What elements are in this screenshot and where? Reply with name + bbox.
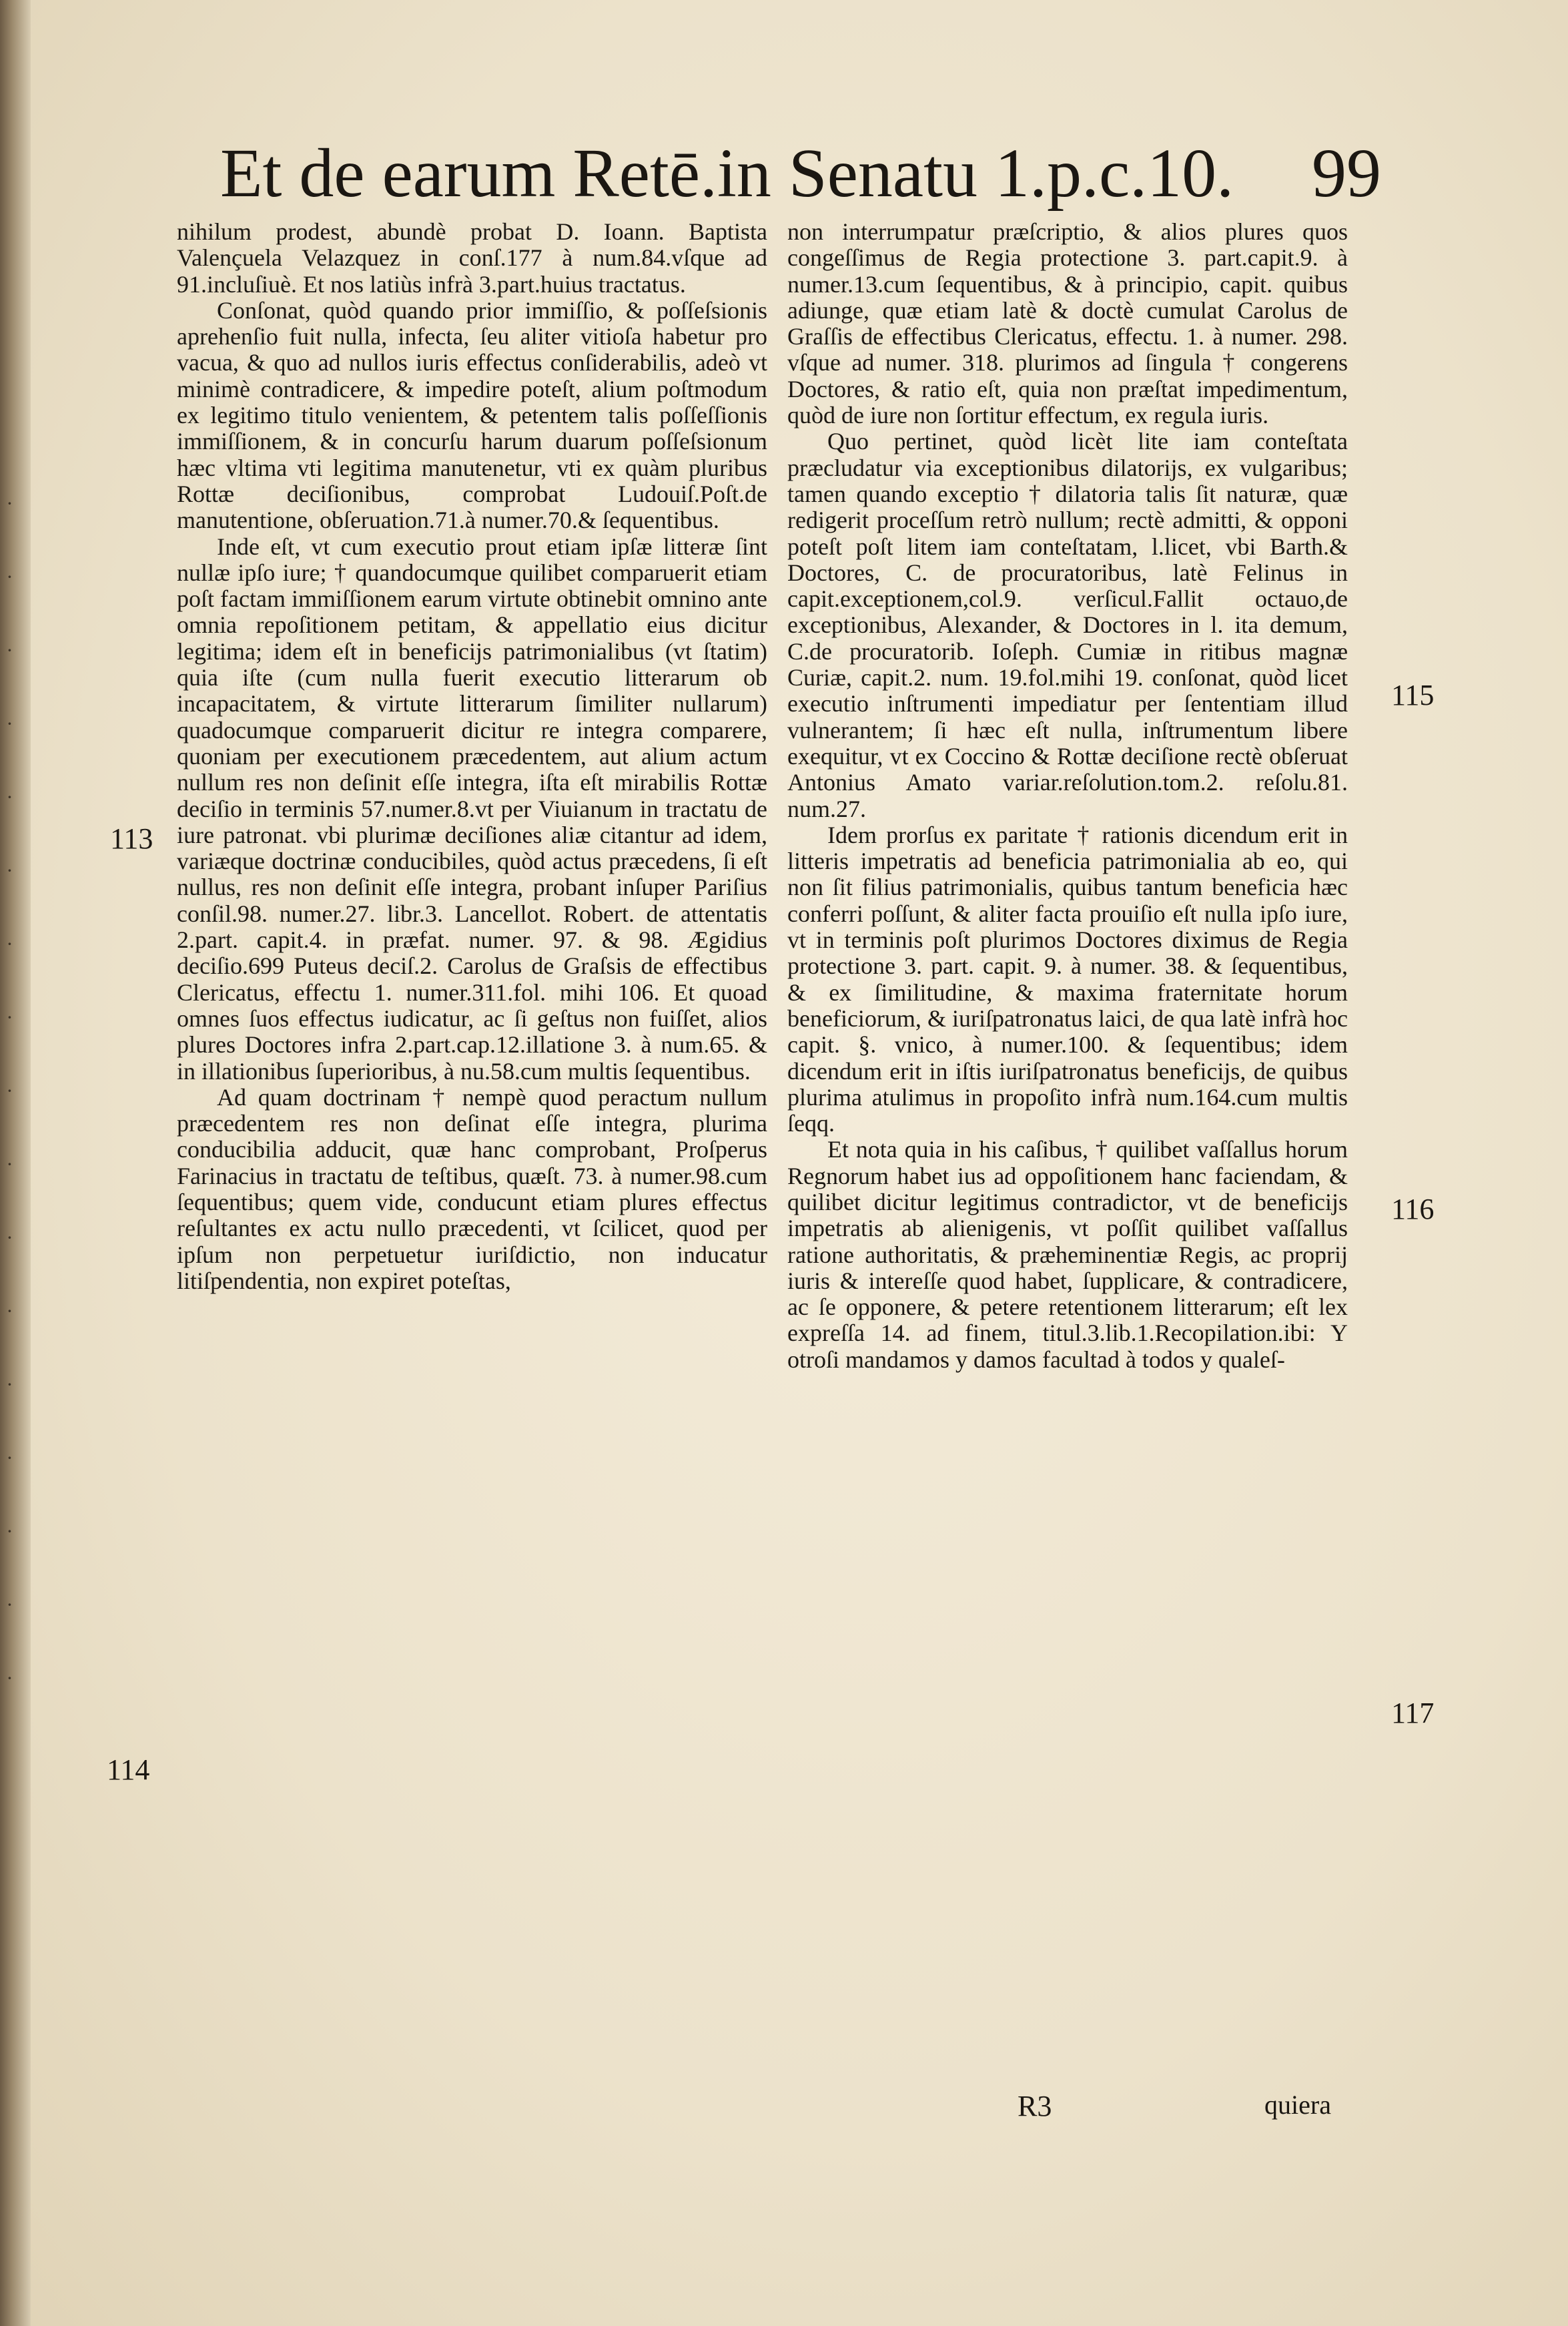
running-title: Et de earum Retē.in Senatu 1.p.c.10.	[220, 135, 1234, 212]
paragraph: Quo pertinet, quòd licèt lite iam conteſtata præcludatur via exceptionibus dilatorijs, ex vulgaribus; tamen quando exceptio † dilatoria talis ſit naturæ, quæ redigerit proceſſum retrò nullum; rectè admitti, & opponi poteſt poſt litem iam conteſtatam, l.licet, vbi Barth.& Doctores, C. de procuratoribus, latè Felinus in capit.exceptionem,col.9. verſicul.Fallit octauo,de exceptionibus, Alexander, & Doctores in l. ita demum, C.de procuratorib. Ioſeph. Cumiæ in ritibus magnæ Curiæ, capit.2. num. 19.fol.mihi 19. conſonat, quòd licet executio inſtrumenti impediatur per ſententiam illud vulnerantem; ſi hæc eſt nulla, inſtrumentum libere exequitur, vt ex Coccino & Rottæ deciſione rectè obſeruat Antonius Amato variar.reſolution.tom.2. reſolu.81. num.27.	[787, 428, 1348, 822]
page-number: 99	[1312, 135, 1381, 212]
paragraph: Ad quam doctrinam † nempè quod peractum nullum præcedentem res non deſinat eſſe integra, plurima conducibilia adducit, quæ hanc comprobant, Proſperus Farinacius in tractatu de teſtibus, quæſt. 73. à numer.98.cum ſequentibus; quem vide, conducunt etiam plures effectus reſultantes ex actu nullo præcedenti, vt ſcilicet, quod per ipſum non perpetuetur iuriſdictio, non inducatur litiſpendentia, non expiret poteſtas,	[177, 1083, 767, 1294]
paragraph: Inde eſt, vt cum executio prout etiam ipſæ litteræ ſint nullæ ipſo iure; † quandocumque quilibet comparuerit etiam poſt factam immiſſionem earum virtute obtinebit omnino ante omnia repoſitionem petitam, & appellatio eius dicitur legitima; idem eſt in beneficijs patrimonialibus (vt ſtatim) quia iſte (cum nulla fuerit executio litterarum ob incapacitatem, & virtute litterarum ſimiliter nullarum) quadocumque comparuerit dicitur re integra comparere, quoniam per executionem præcedentem, aut alium actum nullum res non deſinit eſſe integra, iſta eſt mirabilis Rottæ deciſio in terminis 57.numer.8.vt per Viuianum in tractatu de iure patronat. vbi plurimæ deciſiones aliæ citantur ad idem, variæque doctrinæ conducibiles, quòd actus præcedens, ſi eſt nullus, res non deſinit eſſe integra, probant inſuper Pariſius conſil.98. numer.27. libr.3. Lancellot. Robert. de attentatis 2.part. capit.4. in præfat. numer. 97. & 98. Ægidius deciſio.699 Puteus deciſ.2. Carolus de Graſsis de effectibus Clericatus, effectu 1. numer.311.fol. mihi 106. Et quoad omnes ſuos effectus iudicatur, ac ſi geſtus non fuiſſet, alios plures Doctores infra 2.part.cap.12.illatione 3. à num.65. & in illationibus ſuperioribus, à nu.58.cum multis ſequentibus.	[177, 533, 767, 1085]
paragraph: Et nota quia in his caſibus, † quilibet vaſſallus horum Regnorum habet ius ad oppoſitionem hanc faciendam, & quilibet dicitur legitimus contradictor, vt de beneficijs impetratis ab alienigenis, vt poſſit quilibet vaſſallus ratione authoritatis, & præheminentiæ Regis, ac proprij iuris & intereſſe quod habet, ſupplicare, & contradicere, ac ſe opponere, & petere retentionem litterarum; eſt lex expreſſa 14. ad finem, titul.3.lib.1.Recopilation.ibi: Y otroſi mandamos y damos facultad à todos y qualeſ-	[787, 1136, 1348, 1373]
catchword: quiera	[1264, 2090, 1331, 2120]
paragraph: Conſonat, quòd quando prior immiſſio, & poſſeſsionis aprehenſio fuit nulla, infecta, ſeu aliter vitioſa habetur pro vacua, & quo ad nullos iuris effectus conſiderabilis, adeò vt minimè contradicere, & impedire poteſt, alium poſtmodum ex legitimo titulo venientem, & petentem talis poſſeſſionis immiſſionem, & in concurſu harum duarum poſſeſsionum hæc vltima vti legitima manutenetur, vti ex quàm pluribus Rottæ deciſionibus, comprobat Ludouiſ.Poſt.de manutentione, obſeruation.71.à numer.70.& ſequentibus.	[177, 296, 767, 534]
signature-mark: R3	[1018, 2090, 1052, 2122]
edge-bleed-marks: · · · · · · · · · · · · · · · · ·	[7, 493, 13, 1689]
marginal-number: 113	[110, 822, 153, 855]
paragraph: non interrumpatur præſcriptio, & alios plures quos congeſſimus de Regia protectione 3. part.capit.9. à numer.13.cum ſequentibus, & à principio, capit. quibus adiunge, quæ etiam latè & doctè cumulat Carolus de Graſſis de effectibus Clericatus, effectu. 1. à numer. 298. vſque ad numer. 318. plurimos ad ſingula † congerens Doctores, & ratio eſt, quia non præſtat impedimentum, quòd de iure non ſortitur effectum, ex regula iuris.	[787, 218, 1348, 429]
page-header	[220, 130, 1381, 217]
marginal-number: 114	[107, 1753, 150, 1786]
paragraph: Idem prorſus ex paritate † rationis dicendum erit in litteris impetratis ad beneficia patrimonialia ab eo, qui non ſit filius patrimonialis, quibus tantum beneficia hæc conferri poſſunt, & aliter facta prouiſio eſt nulla ipſo iure, vt in terminis poſt plurimos Doctores diximus de Regia protectione 3. part. capit. 9. à numer. 38. & ſequentibus, & ex ſimilitudine, & maxima fraternitate horum beneficiorum, & iuriſpatronatus laici, de qua latè infrà hoc capit. §. vnico, à numer.100. & ſequentibus; idem dicendum erit in iſtis iuriſpatronatus beneficijs, de quibus plurima atulimus in propoſito infrà num.164.cum multis ſeqq.	[787, 821, 1348, 1137]
right-column	[787, 219, 1348, 1373]
marginal-number: 117	[1391, 1697, 1435, 1729]
marginal-number: 116	[1391, 1193, 1435, 1225]
paragraph: nihilum prodest, abundè probat D. Ioann. Baptista Valençuela Velazquez in conſ.177 à num.84.vſque ad 91.incluſiuè. Et nos latiùs infrà 3.part.huius tractatus.	[177, 218, 767, 298]
left-column	[177, 219, 767, 1294]
marginal-number: 115	[1391, 679, 1435, 711]
